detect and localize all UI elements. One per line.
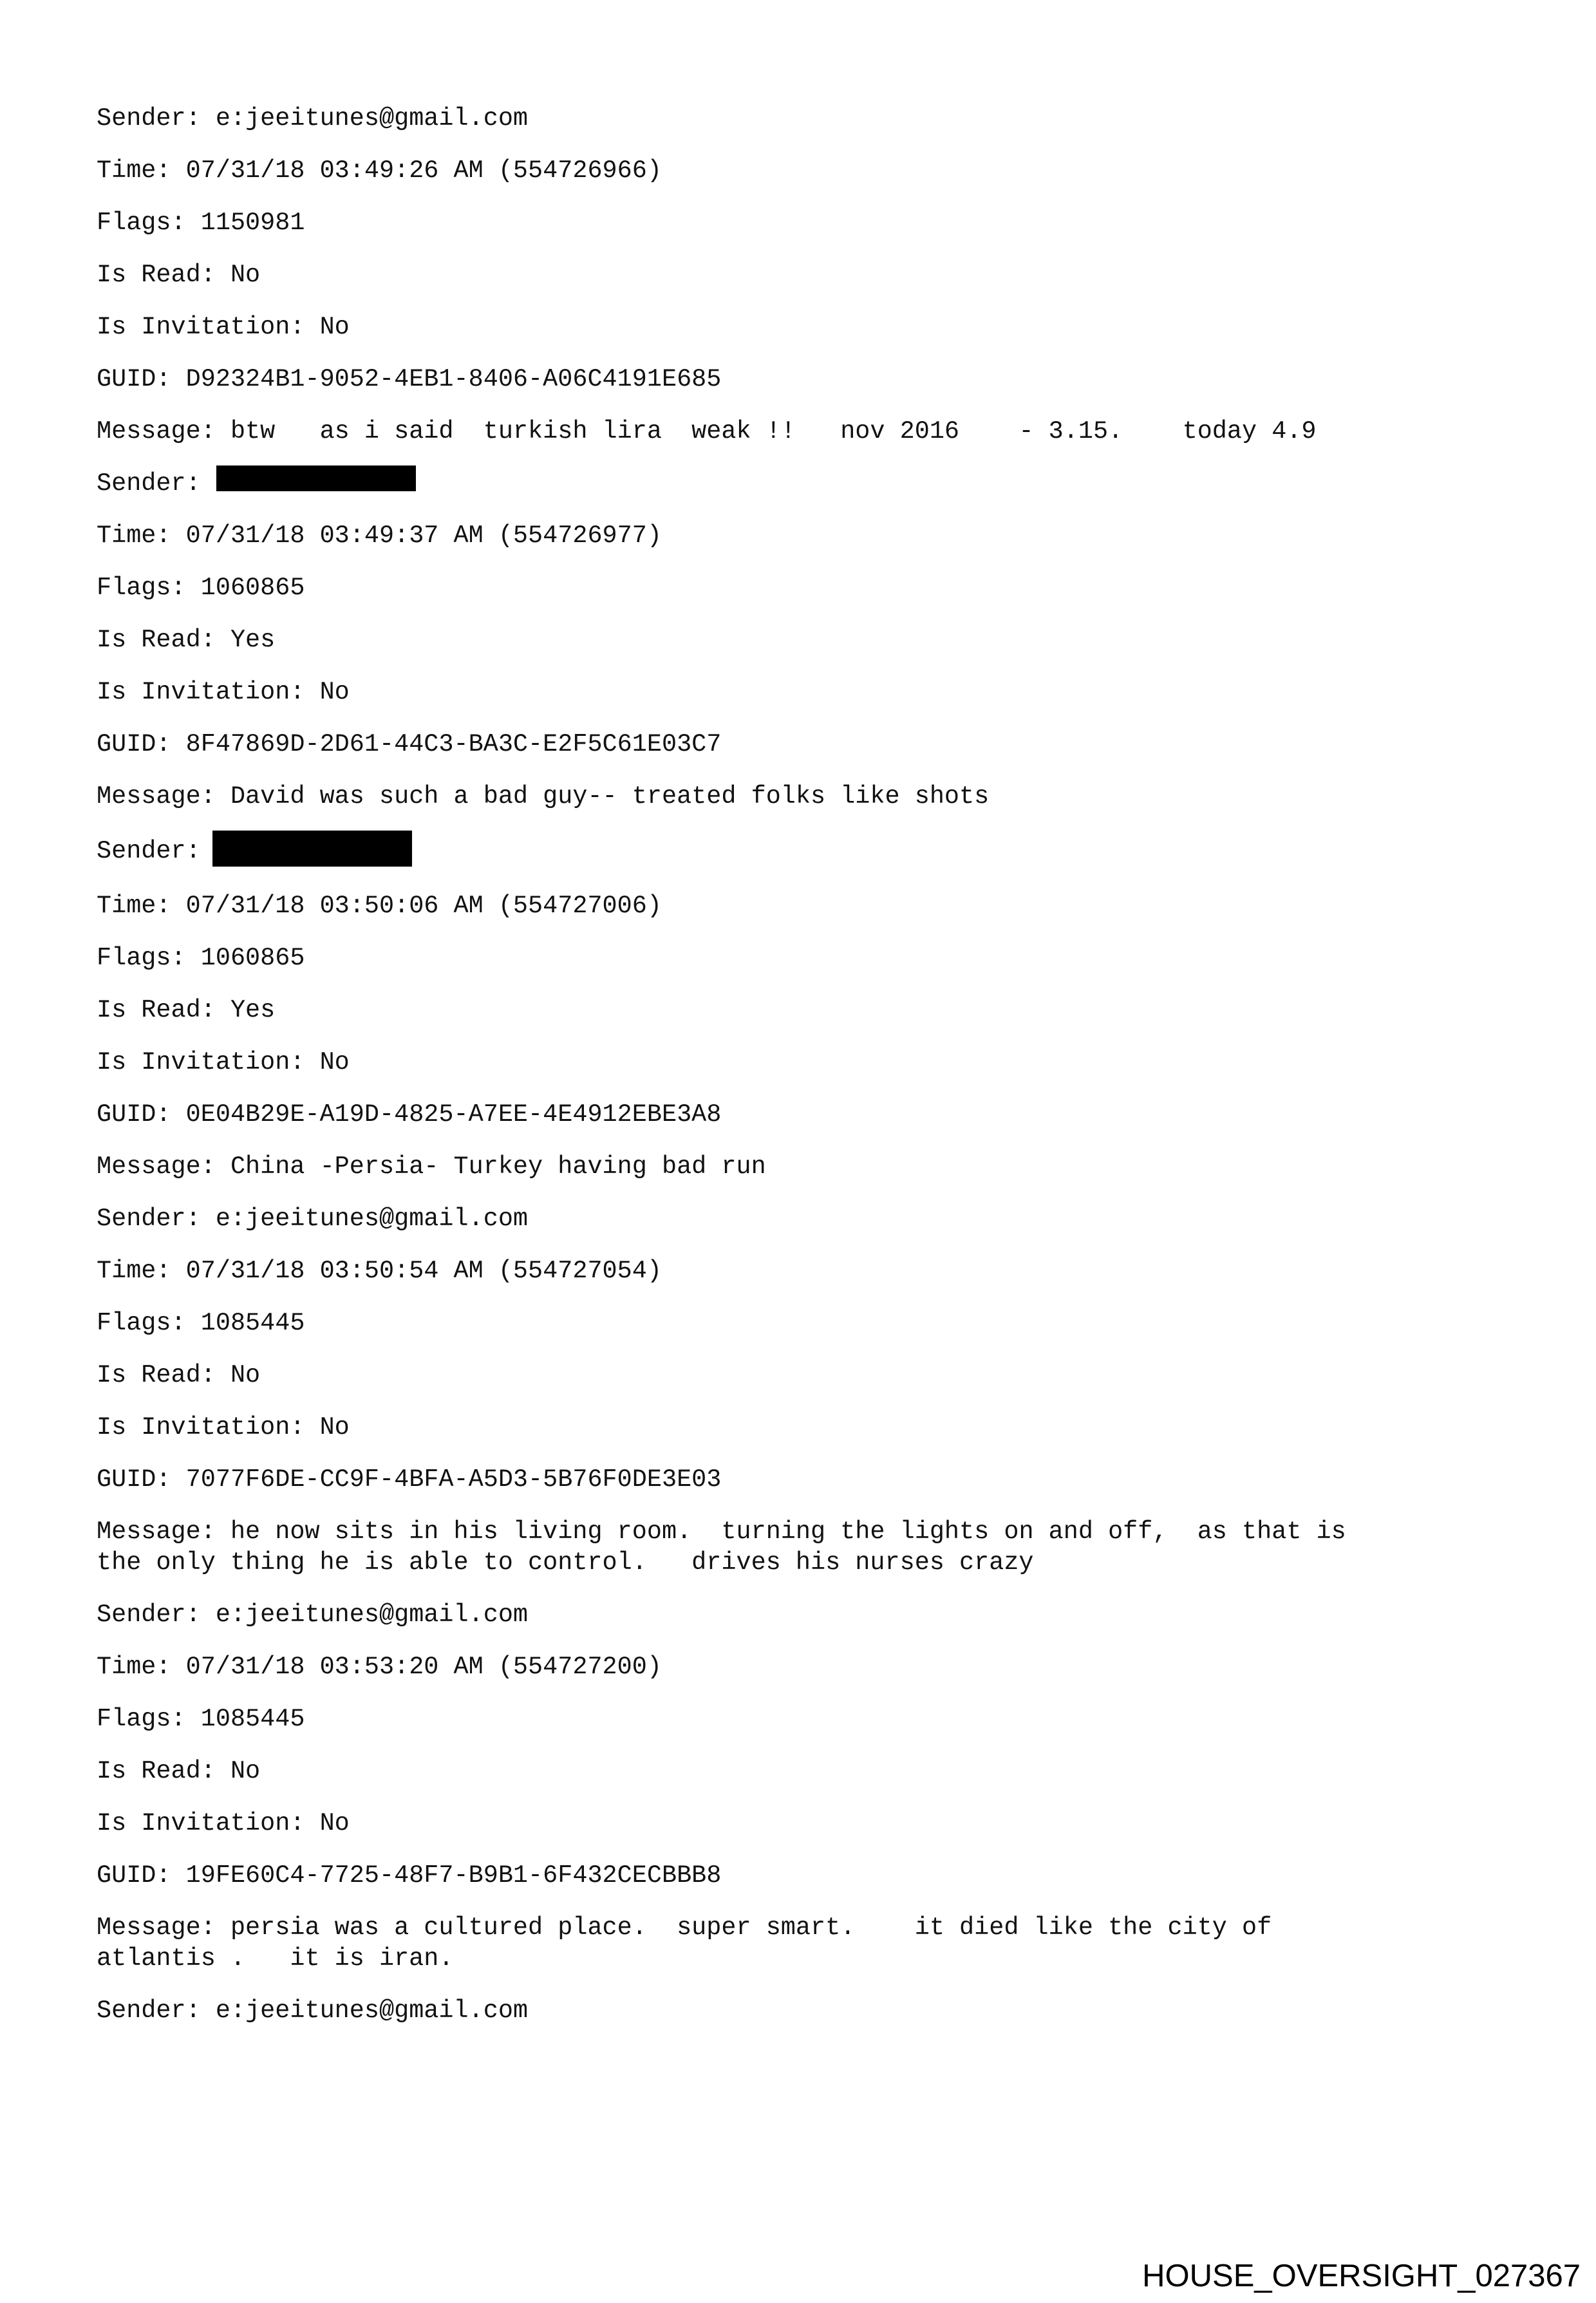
time-line	[97, 520, 1513, 551]
sender-value: e:jeeitunes@gmail.com	[215, 1601, 529, 1629]
message-record	[97, 1203, 1513, 1578]
message-record	[97, 103, 1513, 447]
message-label: Message:	[97, 417, 216, 446]
is-invitation-value: No	[319, 313, 350, 341]
sender-label: Sender:	[97, 1205, 201, 1233]
is-invitation-label: Is Invitation:	[97, 1048, 305, 1076]
is-read-value: Yes	[230, 996, 276, 1024]
time-line	[97, 155, 1513, 186]
time-value: 07/31/18 03:53:20 AM (554727200)	[185, 1653, 662, 1681]
sender-line	[97, 1599, 1513, 1630]
sender-line	[97, 103, 1513, 134]
time-label: Time:	[97, 1257, 171, 1285]
guid-label: GUID:	[97, 730, 171, 758]
message-label: Message:	[97, 782, 216, 811]
flags-line	[97, 572, 1513, 603]
is-read-line	[97, 1756, 1513, 1787]
guid-line	[97, 364, 1513, 395]
time-label: Time:	[97, 892, 171, 920]
time-label: Time:	[97, 522, 171, 550]
time-value: 07/31/18 03:49:26 AM (554726966)	[185, 156, 662, 185]
is-invitation-label: Is Invitation:	[97, 313, 305, 341]
is-read-line	[97, 1360, 1513, 1391]
guid-label: GUID:	[97, 1861, 171, 1890]
sender-label: Sender:	[97, 1997, 201, 2025]
guid-line	[97, 1860, 1513, 1891]
guid-line	[97, 729, 1513, 760]
time-value: 07/31/18 03:50:54 AM (554727054)	[185, 1257, 662, 1285]
guid-label: GUID:	[97, 1465, 171, 1494]
message-label: Message:	[97, 1518, 216, 1546]
sender-label: Sender:	[97, 469, 201, 498]
is-invitation-line	[97, 677, 1513, 708]
flags-line	[97, 207, 1513, 238]
message-record	[97, 1599, 1513, 1974]
flags-value: 1060865	[200, 574, 305, 602]
flags-line	[97, 943, 1513, 973]
sender-label: Sender:	[97, 104, 201, 133]
message-text: he now sits in his living room. turning the lights on and off, as that is the only thing he is able to control. drives his nurses crazy	[97, 1518, 1346, 1577]
message-log	[97, 103, 1513, 2047]
message-text: China -Persia- Turkey having bad run	[230, 1152, 766, 1181]
flags-label: Flags:	[97, 209, 186, 237]
is-invitation-line	[97, 312, 1513, 343]
message-line	[97, 1151, 1500, 1182]
is-read-line	[97, 625, 1513, 655]
message-record	[97, 468, 1513, 812]
is-invitation-value: No	[319, 1809, 350, 1838]
is-read-value: Yes	[230, 626, 276, 654]
is-invitation-line	[97, 1808, 1513, 1839]
is-read-label: Is Read:	[97, 996, 216, 1024]
bates-number: HOUSE_OVERSIGHT_027367	[1142, 2259, 1581, 2293]
is-read-label: Is Read:	[97, 626, 216, 654]
time-value: 07/31/18 03:49:37 AM (554726977)	[185, 522, 662, 550]
time-label: Time:	[97, 1653, 171, 1681]
is-invitation-value: No	[319, 1413, 350, 1442]
message-label: Message:	[97, 1152, 216, 1181]
message-text: btw as i said turkish lira weak !! nov 2016 - 3.15. today 4.9	[230, 417, 1317, 446]
sender-label: Sender:	[97, 837, 201, 866]
guid-value: D92324B1-9052-4EB1-8406-A06C4191E685	[185, 365, 722, 393]
sender-line	[97, 1203, 1513, 1234]
message-line	[97, 416, 1500, 447]
is-read-line	[97, 259, 1513, 290]
is-read-label: Is Read:	[97, 261, 216, 289]
is-read-value: No	[230, 261, 261, 289]
is-invitation-line	[97, 1412, 1513, 1443]
guid-label: GUID:	[97, 365, 171, 393]
flags-line	[97, 1308, 1513, 1339]
is-invitation-label: Is Invitation:	[97, 678, 305, 706]
sender-value: e:jeeitunes@gmail.com	[215, 104, 529, 133]
sender-value: e:jeeitunes@gmail.com	[215, 1205, 529, 1233]
flags-value: 1085445	[200, 1705, 305, 1733]
sender-label: Sender:	[97, 1601, 201, 1629]
flags-label: Flags:	[97, 574, 186, 602]
time-line	[97, 1255, 1513, 1286]
is-read-label: Is Read:	[97, 1757, 216, 1785]
is-invitation-label: Is Invitation:	[97, 1413, 305, 1442]
flags-line	[97, 1704, 1513, 1734]
is-read-value: No	[230, 1757, 261, 1785]
is-invitation-line	[97, 1047, 1513, 1078]
flags-value: 1085445	[200, 1309, 305, 1337]
message-text: David was such a bad guy-- treated folks like shots	[230, 782, 990, 811]
sender-line	[97, 468, 1513, 499]
redaction-box	[212, 831, 412, 867]
redaction-box	[216, 465, 416, 491]
message-line	[97, 781, 1500, 812]
guid-value: 7077F6DE-CC9F-4BFA-A5D3-5B76F0DE3E03	[185, 1465, 722, 1494]
sender-line	[97, 1995, 1513, 2026]
flags-label: Flags:	[97, 1705, 186, 1733]
message-line	[97, 1516, 1500, 1578]
sender-value: e:jeeitunes@gmail.com	[215, 1997, 529, 2025]
time-line	[97, 890, 1513, 921]
flags-label: Flags:	[97, 1309, 186, 1337]
flags-label: Flags:	[97, 944, 186, 972]
guid-line	[97, 1464, 1513, 1495]
time-label: Time:	[97, 156, 171, 185]
is-read-value: No	[230, 1361, 261, 1389]
message-record	[97, 833, 1513, 1182]
sender-line	[97, 833, 1513, 869]
time-value: 07/31/18 03:50:06 AM (554727006)	[185, 892, 662, 920]
message-line	[97, 1912, 1500, 1974]
flags-value: 1150981	[200, 209, 305, 237]
flags-value: 1060865	[200, 944, 305, 972]
time-line	[97, 1651, 1513, 1682]
guid-line	[97, 1099, 1513, 1130]
message-text: persia was a cultured place. super smart. it died like the city of atlantis . it is iran.	[97, 1913, 1272, 1973]
guid-value: 19FE60C4-7725-48F7-B9B1-6F432CECBBB8	[185, 1861, 722, 1890]
is-invitation-label: Is Invitation:	[97, 1809, 305, 1838]
message-record	[97, 1995, 1513, 2026]
is-read-line	[97, 995, 1513, 1026]
is-read-label: Is Read:	[97, 1361, 216, 1389]
message-label: Message:	[97, 1913, 216, 1942]
is-invitation-value: No	[319, 678, 350, 706]
is-invitation-value: No	[319, 1048, 350, 1076]
guid-label: GUID:	[97, 1100, 171, 1129]
guid-value: 8F47869D-2D61-44C3-BA3C-E2F5C61E03C7	[185, 730, 722, 758]
guid-value: 0E04B29E-A19D-4825-A7EE-4E4912EBE3A8	[185, 1100, 722, 1129]
